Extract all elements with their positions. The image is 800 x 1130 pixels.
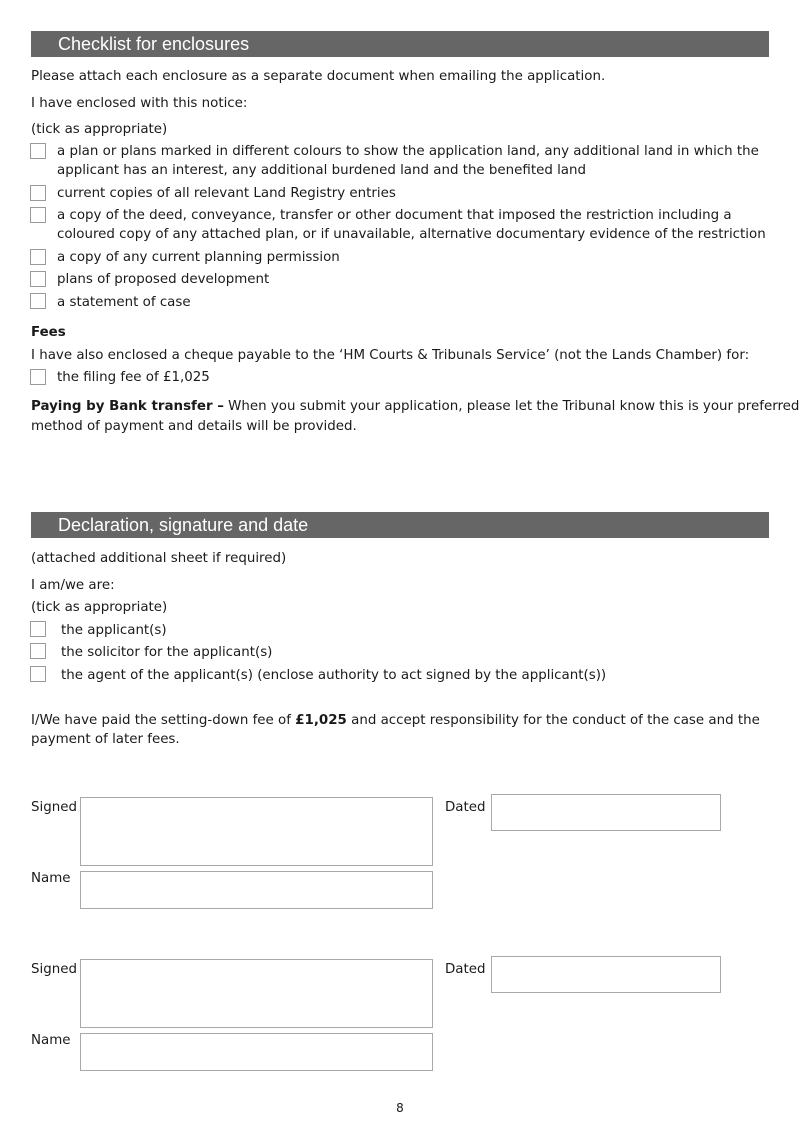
dated-label-2: Dated bbox=[445, 962, 486, 977]
declaration-heading: Declaration, signature and date bbox=[31, 512, 769, 538]
role-applicant: the applicant(s) bbox=[61, 623, 167, 638]
checkbox-deed-copy[interactable] bbox=[30, 207, 46, 223]
item-plans-coloured-line1: a plan or plans marked in different colours to show the application land, any additional land in which the bbox=[57, 144, 759, 159]
signed-label-2: Signed bbox=[31, 962, 77, 977]
checkbox-role-agent[interactable] bbox=[30, 666, 46, 682]
fee-text-after: and accept responsibility for the conduct of the case and the bbox=[346, 713, 760, 728]
enclosed-intro: I have enclosed with this notice: bbox=[31, 96, 248, 111]
checkbox-plans-coloured[interactable] bbox=[30, 143, 46, 159]
bank-transfer-line2: method of payment and details will be provided. bbox=[31, 419, 357, 434]
role-solicitor: the solicitor for the applicant(s) bbox=[61, 645, 273, 660]
page-number: 8 bbox=[396, 1101, 404, 1115]
i-am-label: I am/we are: bbox=[31, 578, 115, 593]
role-agent: the agent of the applicant(s) (enclose authority to act signed by the applicant(s)) bbox=[61, 668, 607, 683]
enclosures-instruction: Please attach each enclosure as a separate document when emailing the application. bbox=[31, 69, 606, 84]
item-statement-of-case: a statement of case bbox=[57, 295, 191, 310]
enclosures-heading: Checklist for enclosures bbox=[31, 31, 769, 57]
fee-amount: £1,025 bbox=[295, 713, 347, 728]
additional-sheet-note: (attached additional sheet if required) bbox=[31, 551, 287, 566]
item-deed-copy-line2: coloured copy of any attached plan, or if unavailable, alternative documentary evidence of the restriction bbox=[57, 227, 766, 242]
item-proposed-development: plans of proposed development bbox=[57, 272, 270, 287]
item-land-registry: current copies of all relevant Land Registry entries bbox=[57, 186, 396, 201]
date-field-2[interactable] bbox=[491, 956, 721, 993]
item-deed-copy-line1: a copy of the deed, conveyance, transfer or other document that imposed the restriction including a bbox=[57, 208, 732, 223]
signature-field-1[interactable] bbox=[80, 797, 433, 866]
fees-heading: Fees bbox=[31, 325, 66, 340]
checkbox-proposed-development[interactable] bbox=[30, 271, 46, 287]
checkbox-role-solicitor[interactable] bbox=[30, 643, 46, 659]
checkbox-land-registry[interactable] bbox=[30, 185, 46, 201]
name-label-1: Name bbox=[31, 871, 71, 886]
name-field-1[interactable] bbox=[80, 871, 433, 909]
fee-text-before: I/We have paid the setting-down fee of bbox=[31, 713, 296, 728]
signature-field-2[interactable] bbox=[80, 959, 433, 1028]
item-plans-coloured-line2: applicant has an interest, any additional burdened land and the benefited land bbox=[57, 163, 586, 178]
fee-declaration-line2: payment of later fees. bbox=[31, 732, 180, 747]
fee-declaration-line1 bbox=[31, 711, 760, 731]
checkbox-statement-of-case[interactable] bbox=[30, 293, 46, 309]
bank-transfer-line1 bbox=[31, 397, 799, 417]
checkbox-filing-fee[interactable] bbox=[30, 369, 46, 385]
checkbox-planning-permission[interactable] bbox=[30, 249, 46, 265]
fees-cheque-text: I have also enclosed a cheque payable to the ‘HM Courts & Tribunals Service’ (not the Lands Chamber) for: bbox=[31, 348, 750, 363]
name-label-2: Name bbox=[31, 1033, 71, 1048]
tick-note: (tick as appropriate) bbox=[31, 122, 168, 137]
signed-label-1: Signed bbox=[31, 800, 77, 815]
bank-transfer-label: Paying by Bank transfer – bbox=[31, 399, 224, 414]
dated-label-1: Dated bbox=[445, 800, 486, 815]
checkbox-role-applicant[interactable] bbox=[30, 621, 46, 637]
date-field-1[interactable] bbox=[491, 794, 721, 831]
bank-transfer-text: When you submit your application, please let the Tribunal know this is your preferred bbox=[223, 399, 800, 414]
name-field-2[interactable] bbox=[80, 1033, 433, 1071]
declaration-tick-note: (tick as appropriate) bbox=[31, 600, 168, 615]
item-planning-permission: a copy of any current planning permission bbox=[57, 250, 340, 265]
item-filing-fee: the filing fee of £1,025 bbox=[57, 370, 210, 385]
